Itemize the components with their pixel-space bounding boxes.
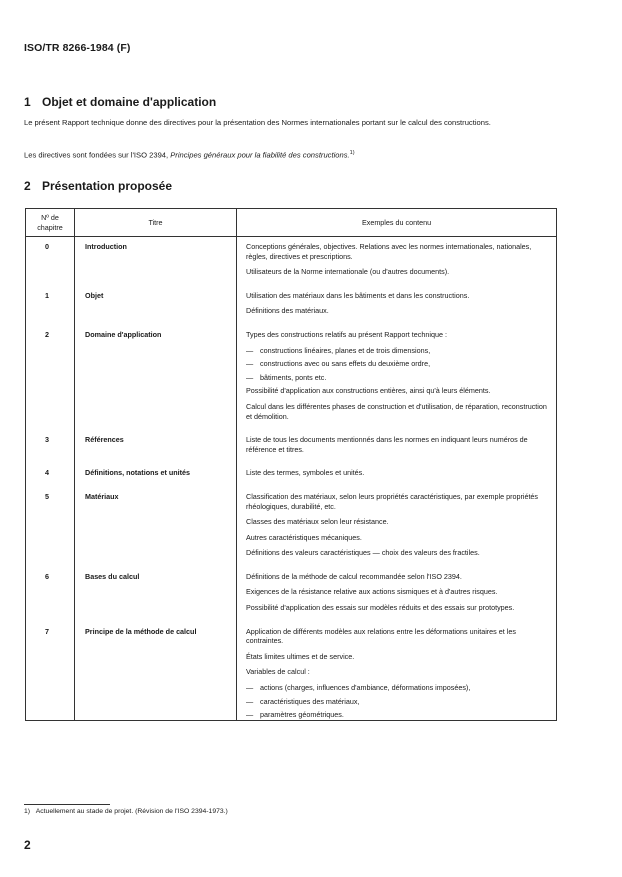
paragraph-2-text: Les directives sont fondées sur l'ISO 2394, (24, 150, 171, 160)
content-paragraph: Exigences de la résistance relative aux actions sismiques et à d'autres risques. (246, 587, 498, 597)
list-item-text: bâtiments, ponts etc. (260, 372, 327, 382)
dash-bullet: — (246, 710, 254, 720)
chapter-title: Bases du calcul (75, 570, 237, 625)
content-paragraph: Possibilité d'application aux constructions entières, ainsi qu'à leurs éléments. (246, 386, 491, 396)
content-paragraph: Définitions de la méthode de calcul recommandée selon l'ISO 2394. (246, 571, 462, 581)
paragraph-2-title-italic: Principes généraux pour la fiabilité des constructions. (170, 150, 350, 160)
table-row (26, 570, 557, 625)
table-row (26, 433, 557, 466)
chapter-content (237, 570, 557, 625)
list-item-text: actions (charges, influences d'ambiance, déformations imposées), (260, 683, 471, 693)
footnote-reference: 1) (349, 150, 355, 156)
chapter-content (237, 433, 557, 466)
chapter-number: 0 (26, 237, 75, 289)
list-item-text: constructions avec ou sans effets du deuxième ordre, (260, 359, 431, 369)
chapter-content (237, 328, 557, 433)
footnote (24, 808, 228, 815)
footnote-separator (24, 804, 110, 805)
content-paragraph: Autres caractéristiques mécaniques. (246, 532, 362, 542)
content-paragraph: Utilisateurs de la Norme internationale (ou d'autres documents). (246, 267, 450, 277)
content-paragraph: Calcul dans les différentes phases de construction et d'utilisation, de réparation, reconstruction et démolition. (246, 401, 547, 421)
content-paragraph: Classes des matériaux selon leur résistance. (246, 517, 389, 527)
section-1-paragraph-1: Le présent Rapport technique donne des directives pour la présentation des Normes internationales portant sur le calcul des constructions. (24, 118, 491, 127)
content-paragraph: Types des constructions relatifs au présent Rapport technique : (246, 329, 447, 339)
chapter-number: 1 (26, 289, 75, 328)
chapter-content (237, 289, 557, 328)
chapter-number: 7 (26, 625, 75, 721)
content-paragraph: États limites ultimes et de service. (246, 651, 355, 661)
document-header: ISO/TR 8266-1984 (F) (24, 42, 131, 54)
table-row (26, 237, 557, 289)
chapter-content (237, 490, 557, 570)
dash-bullet: — (246, 345, 254, 355)
content-paragraph: Possibilité d'application des essais sur modèles réduits et des essais sur prototypes. (246, 603, 515, 613)
content-paragraph: Conceptions générales, objectives. Relations avec les normes internationales, nationales, règles, directives et prescriptions. (246, 242, 532, 261)
page-number: 2 (24, 838, 31, 852)
chapter-title: Références (75, 433, 237, 466)
chapter-title: Objet (75, 289, 237, 328)
content-list-item (246, 373, 550, 383)
table-row (26, 289, 557, 328)
chapter-title: Matériaux (75, 490, 237, 570)
content-list-item (246, 697, 550, 707)
content-paragraph: Classification des matériaux, selon leurs propriétés caractéristiques, par exemple propriétés rhéologiques, durabilité, etc. (246, 491, 539, 511)
table-row (26, 328, 557, 433)
chapter-number: 4 (26, 466, 75, 490)
dash-bullet: — (246, 359, 254, 369)
dash-bullet: — (246, 683, 254, 693)
list-item-text: constructions linéaires, planes et de trois dimensions, (260, 345, 431, 355)
presentation-table (25, 208, 557, 721)
table-header-row (26, 209, 557, 237)
section-1-number: 1 (24, 95, 31, 109)
section-2-heading (24, 179, 172, 193)
content-paragraph: Définitions des matériaux. (246, 306, 329, 316)
list-item-text: caractéristiques des matériaux, (260, 696, 360, 706)
content-paragraph: Application de différents modèles aux relations entre les déformations unitaires et les contraintes. (246, 626, 516, 646)
content-paragraph: Liste des termes, symboles et unités. (246, 468, 365, 478)
content-paragraph: Utilisation des matériaux dans les bâtiments et dans les constructions. (246, 290, 470, 300)
table-row (26, 625, 557, 721)
content-paragraph: Définitions des valeurs caractéristiques — choix des valeurs des fractiles. (246, 548, 480, 558)
content-paragraph: Variables de calcul : (246, 667, 310, 677)
section-1-paragraph-2 (24, 148, 559, 161)
list-item-text: paramètres géométriques. (260, 710, 344, 720)
chapter-content (237, 625, 557, 721)
section-1-heading (24, 95, 216, 109)
chapter-content (237, 466, 557, 490)
content-list-item (246, 359, 550, 369)
chapter-title: Domaine d'application (75, 328, 237, 433)
chapter-title: Principe de la méthode de calcul (75, 625, 237, 721)
footnote-mark: 1) (24, 808, 31, 815)
dash-bullet: — (246, 696, 254, 706)
header-content-examples: Exemples du contenu (237, 209, 557, 237)
content-paragraph: Liste de tous les documents mentionnés dans les normes en indiquant leurs numéros de référence et titres. (246, 435, 528, 454)
section-1-title: Objet et domaine d'application (42, 95, 217, 109)
section-2-number: 2 (24, 179, 31, 193)
dash-bullet: — (246, 372, 254, 382)
header-chapter-number: Nº de chapitre (26, 209, 75, 237)
table-body (26, 237, 557, 721)
content-list-item (246, 346, 550, 356)
chapter-title: Introduction (75, 237, 237, 289)
chapter-number: 6 (26, 570, 75, 625)
content-list-item (246, 710, 550, 720)
table-row (26, 490, 557, 570)
section-2-title: Présentation proposée (42, 179, 173, 193)
content-list-item (246, 683, 550, 693)
chapter-title: Définitions, notations et unités (75, 466, 237, 490)
chapter-number: 2 (26, 328, 75, 433)
chapter-number: 3 (26, 433, 75, 466)
header-title: Titre (75, 209, 237, 237)
chapter-number: 5 (26, 490, 75, 570)
table-row (26, 466, 557, 490)
chapter-content (237, 237, 557, 289)
footnote-text: Actuellement au stade de projet. (Révision de l'ISO 2394-1973.) (35, 808, 228, 815)
